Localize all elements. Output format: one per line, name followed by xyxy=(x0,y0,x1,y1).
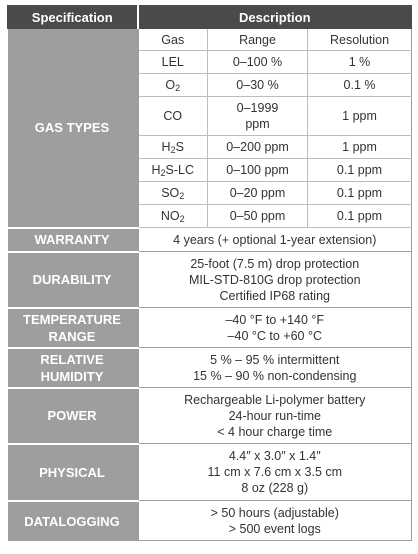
physical-value: 4.4″ x 3.0″ x 1.4″ 11 cm x 7.6 cm x 3.5 cm 8 oz (228 g) xyxy=(138,444,412,501)
gas-range: 0–100 % xyxy=(208,51,308,74)
warranty-value: 4 years (+ optional 1-year extension) xyxy=(138,228,412,252)
spec-row-physical xyxy=(8,444,412,501)
gas-resolution: 0.1 ppm xyxy=(308,205,412,228)
gas-range: 0–50 ppm xyxy=(208,205,308,228)
datalogging-value: > 50 hours (adjustable) > 500 event logs xyxy=(138,501,412,541)
gas-name: $H_2S$ xyxy=(138,136,208,159)
description-header: Description xyxy=(138,6,412,29)
gas-name: $SO_2$ xyxy=(138,182,208,205)
durability-value: 25-foot (7.5 m) drop protection MIL-STD-810G drop protection Certified IP68 rating xyxy=(138,252,412,308)
spec-row-datalogging xyxy=(8,501,412,541)
spec-table-container xyxy=(7,5,411,549)
gas-resolution: 1 ppm xyxy=(308,97,412,136)
spec-row-warranty xyxy=(8,228,412,252)
durability-label: DURABILITY xyxy=(8,252,138,308)
datalogging-label: DATALOGGING xyxy=(8,501,138,541)
spec-row-power xyxy=(8,388,412,444)
gas-types-label: GAS TYPES xyxy=(8,29,138,228)
resolution-column-header: Resolution xyxy=(308,29,412,51)
gas-resolution: 0.1 % xyxy=(308,74,412,97)
temperature-range-label: TEMPERATURE RANGE xyxy=(8,308,138,348)
gas-columns-row xyxy=(8,29,412,51)
spec-table xyxy=(7,5,412,541)
table-header-row xyxy=(8,6,412,29)
range-column-header: Range xyxy=(208,29,308,51)
spec-row-temperature xyxy=(8,308,412,348)
power-value: Rechargeable Li-polymer battery 24-hour run-time < 4 hour charge time xyxy=(138,388,412,444)
gas-resolution: 0.1 ppm xyxy=(308,159,412,182)
spec-row-humidity xyxy=(8,348,412,388)
gas-resolution: 1 % xyxy=(308,51,412,74)
relative-humidity-label: RELATIVE HUMIDITY xyxy=(8,348,138,388)
spec-row-durability xyxy=(8,252,412,308)
temperature-range-value: –40 °F to +140 °F –40 °C to +60 °C xyxy=(138,308,412,348)
gas-name: $H_2S-LC$ xyxy=(138,159,208,182)
gas-name: $O_2$ xyxy=(138,74,208,97)
gas-resolution: 1 ppm xyxy=(308,136,412,159)
gas-resolution: 0.1 ppm xyxy=(308,182,412,205)
gas-range: 0–100 ppm xyxy=(208,159,308,182)
gas-column-header: Gas xyxy=(138,29,208,51)
warranty-label: WARRANTY xyxy=(8,228,138,252)
gas-range: 0–1999 ppm xyxy=(208,97,308,136)
gas-name: LEL xyxy=(138,51,208,74)
gas-range: 0–30 % xyxy=(208,74,308,97)
gas-range: 0–20 ppm xyxy=(208,182,308,205)
relative-humidity-value: 5 % – 95 % intermittent 15 % – 90 % non-condensing xyxy=(138,348,412,388)
physical-label: PHYSICAL xyxy=(8,444,138,501)
gas-name: $NO_2$ xyxy=(138,205,208,228)
specification-header: Specification xyxy=(8,6,138,29)
gas-name: CO xyxy=(138,97,208,136)
gas-range: 0–200 ppm xyxy=(208,136,308,159)
power-label: POWER xyxy=(8,388,138,444)
